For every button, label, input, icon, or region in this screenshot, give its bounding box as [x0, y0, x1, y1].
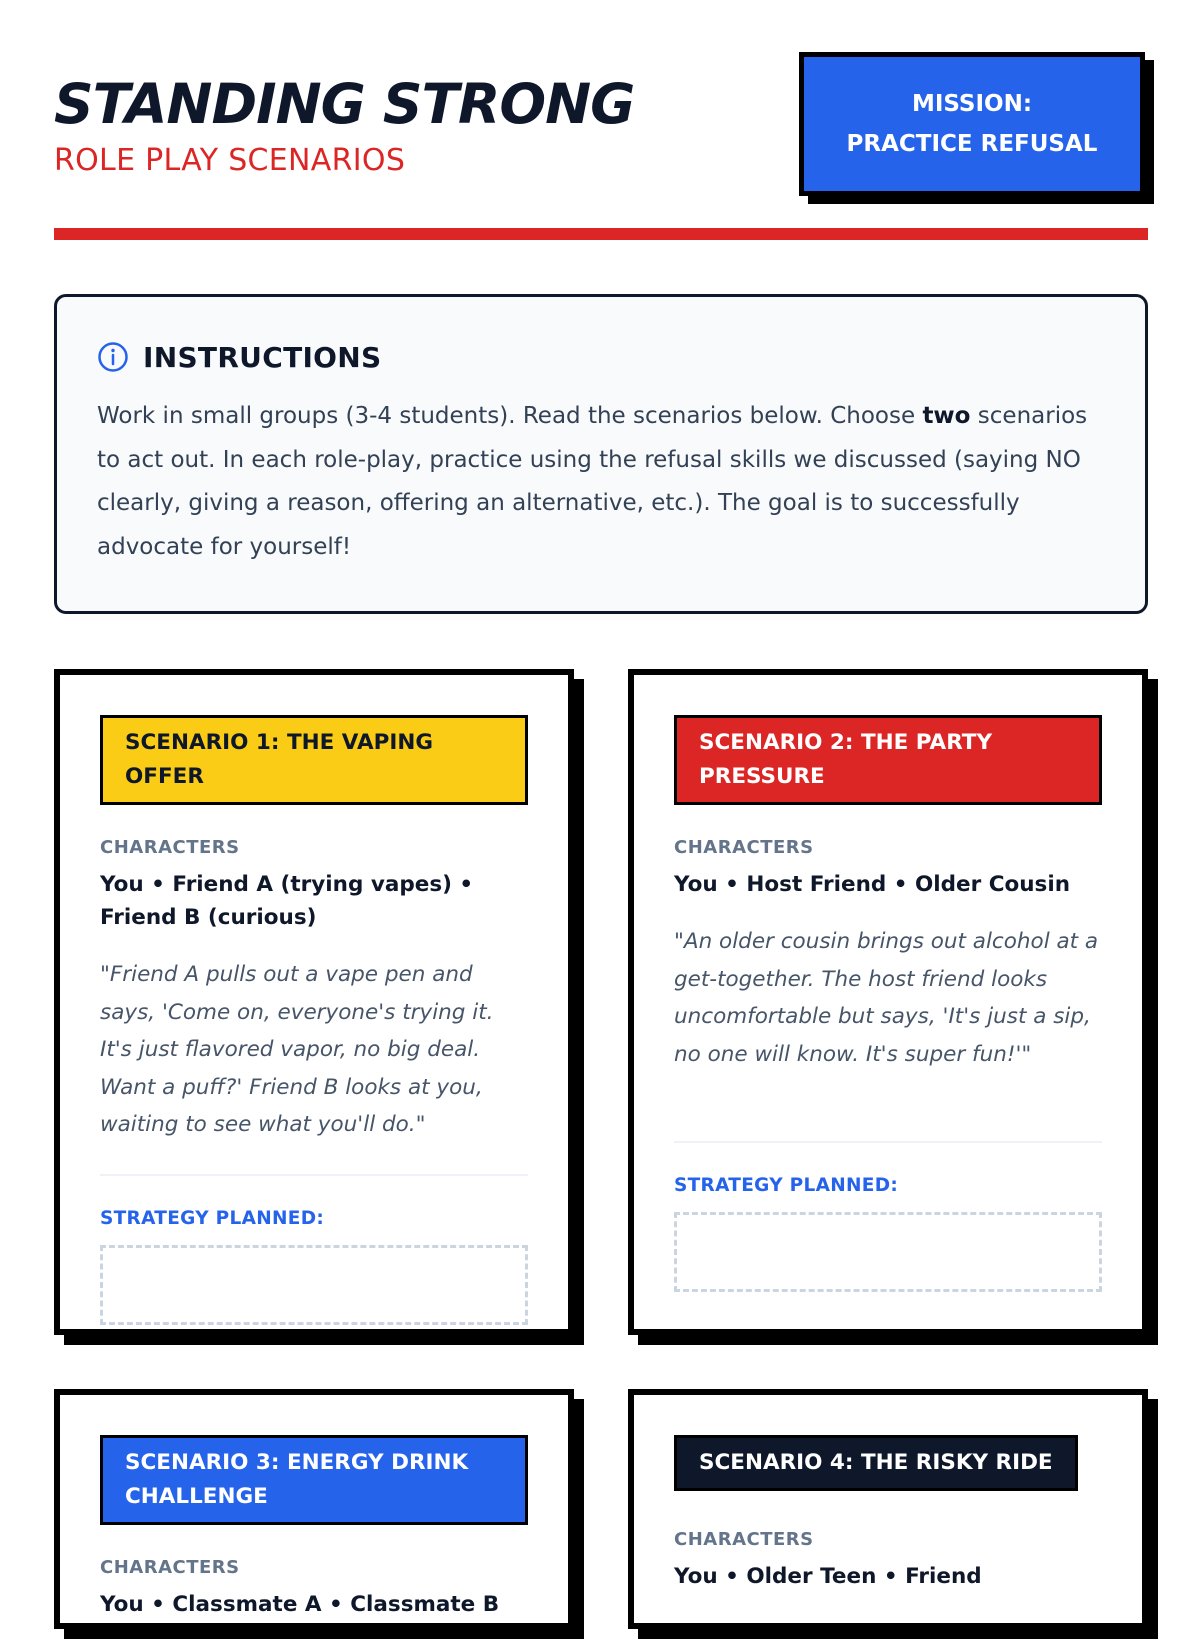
info-icon — [97, 341, 129, 373]
characters-label: CHARACTERS — [100, 1557, 240, 1578]
mission-badge — [799, 52, 1145, 196]
page-subtitle: ROLE PLAY SCENARIOS — [54, 143, 406, 178]
strategy-label: STRATEGY PLANNED: — [100, 1207, 325, 1229]
scenario-title: SCENARIO 3: ENERGY DRINK CHALLENGE — [100, 1435, 528, 1525]
scenario-card-1 — [54, 669, 574, 1335]
header — [54, 52, 1148, 242]
scenario-description: "An older cousin brings out alcohol at a get-together. The host friend looks uncomfortable but says, 'It's just a sip, no one will know. It's super fun!'" — [674, 929, 1099, 1067]
characters-list: You • Older Teen • Friend — [674, 1564, 982, 1589]
instructions-title: INSTRUCTIONS — [143, 340, 382, 374]
scenario-title: SCENARIO 4: THE RISKY RIDE — [674, 1435, 1078, 1491]
strategy-input-box[interactable] — [674, 1212, 1102, 1292]
strategy-label: STRATEGY PLANNED: — [674, 1175, 899, 1196]
characters-list: You • Classmate A • Classmate B — [100, 1592, 500, 1617]
mission-text: PRACTICE REFUSAL — [846, 131, 1098, 157]
strategy-input-box[interactable] — [100, 1245, 528, 1325]
header-divider — [54, 228, 1148, 240]
instructions-text-2: scenarios to act out. In each role-play, practice using the refusal skills we discussed (saying NO clearly, giving a reason, offering an alternative, etc.). The goal is to successfully advocate for yourself! — [97, 403, 1088, 560]
instructions-emphasis: two — [922, 403, 971, 429]
characters-label: CHARACTERS — [674, 837, 814, 858]
scenario-title: SCENARIO 1: THE VAPING OFFER — [100, 715, 528, 805]
card-divider — [674, 1141, 1102, 1143]
instructions-header — [97, 337, 1105, 377]
card-divider — [100, 1174, 528, 1176]
mission-label: MISSION: — [911, 91, 1033, 117]
instructions-text-1: Work in small groups (3-4 students). Read the scenarios below. Choose — [97, 403, 923, 429]
characters-label: CHARACTERS — [674, 1529, 814, 1550]
instructions-body — [97, 395, 1105, 569]
scenario-card-4 — [628, 1389, 1148, 1629]
scenario-card-2 — [628, 669, 1148, 1335]
scenario-description: "Friend A pulls out a vape pen and says, 'Come on, everyone's trying it. It's just flavored vapor, no big deal. Want a puff?' Friend B looks at you, waiting to see what you'll do." — [100, 962, 494, 1137]
characters-list: You • Friend A (trying vapes) • Friend B (curious) — [100, 872, 474, 930]
characters-list: You • Host Friend • Older Cousin — [674, 872, 1071, 897]
page-title: STANDING STRONG — [54, 72, 635, 136]
characters-label: CHARACTERS — [100, 837, 240, 858]
scenario-title: SCENARIO 2: THE PARTY PRESSURE — [674, 715, 1102, 805]
instructions-box — [54, 294, 1148, 614]
scenario-card-3 — [54, 1389, 574, 1629]
